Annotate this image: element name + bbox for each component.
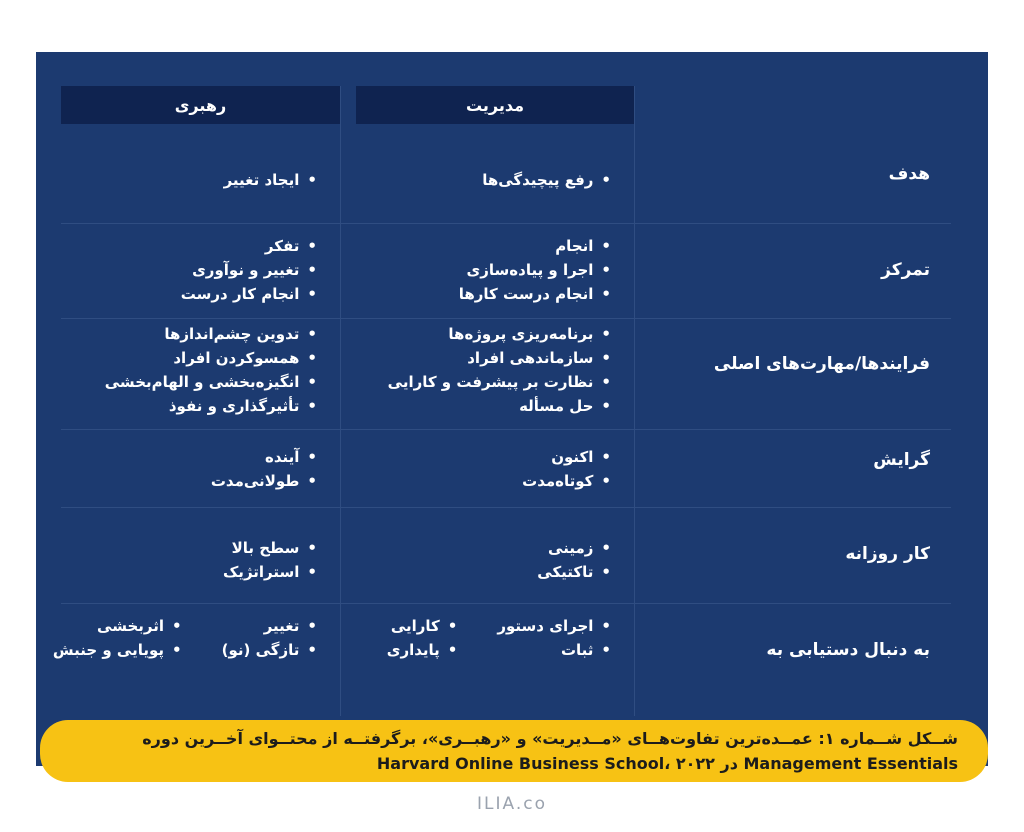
- list-item: • اثربخشی: [53, 614, 182, 638]
- list-item: • همسوکردن افراد: [105, 346, 317, 370]
- list-item: • رفع پیچیدگی‌ها: [482, 168, 611, 192]
- list-item: • اجرای دستور: [497, 614, 611, 638]
- row-label-orientation: گرایش: [873, 450, 930, 470]
- cell-leadership-daily-work: [223, 536, 317, 584]
- list-item: • تغییر و نوآوری: [181, 258, 317, 282]
- list-item: • انجام: [459, 234, 611, 258]
- figure-caption: [40, 720, 988, 782]
- list-item: • آینده: [211, 445, 317, 469]
- row-divider: [61, 429, 951, 430]
- column-divider: [340, 86, 341, 716]
- cell-management-goal: [482, 168, 611, 192]
- list-item: • پویایی و جنبش: [53, 638, 182, 662]
- cell-management-pursuit: [387, 614, 611, 662]
- column-divider: [634, 86, 635, 716]
- row-label-daily-work: کار روزانه: [845, 544, 930, 564]
- list-item: • ثبات: [497, 638, 611, 662]
- column-header-management: مدیریت: [356, 86, 634, 124]
- list-item: • تأثیرگذاری و نفوذ: [105, 394, 317, 418]
- cell-leadership-processes: [105, 322, 317, 418]
- list-item: • زمینی: [537, 536, 611, 560]
- list-item: • برنامه‌ریزی پروژه‌ها: [388, 322, 611, 346]
- list-item: • پایداری: [387, 638, 458, 662]
- list-item: • اکنون: [522, 445, 611, 469]
- cell-leadership-pursuit: [53, 614, 317, 662]
- list-item: • ایجاد تغییر: [224, 168, 317, 192]
- cell-leadership-goal: [224, 168, 317, 192]
- list-item: • تاکتیکی: [537, 560, 611, 584]
- row-divider: [61, 603, 951, 604]
- list-item: • کارایی: [387, 614, 458, 638]
- row-label-processes: فرایندها/مهارت‌های اصلی: [713, 354, 930, 374]
- row-divider: [61, 507, 951, 508]
- list-item: • انگیزه‌بخشی و الهام‌بخشی: [105, 370, 317, 394]
- column-header-leadership: رهبری: [61, 86, 340, 124]
- footer-brand: ILIA.co: [477, 794, 547, 814]
- list-item: • تفکر: [181, 234, 317, 258]
- list-item: • انجام درست کارها: [459, 282, 611, 306]
- list-item: • استراتژیک: [223, 560, 317, 584]
- row-divider: [61, 223, 951, 224]
- list-item: • نظارت بر پیشرفت و کارایی: [388, 370, 611, 394]
- list-item: • تدوین چشم‌اندازها: [105, 322, 317, 346]
- caption-line-2: Management Essentials در Harvard Online Business School، ۲۰۲۲: [376, 754, 958, 773]
- list-item: • حل مسأله: [388, 394, 611, 418]
- caption-line-1: شــکل شــماره ۱: عمــده‌ترین تفاوت‌هــای «مــدیریت» و «رهبــری»، برگرفتــه از محتــوای آخــرین دوره: [142, 729, 958, 748]
- list-item: • سطح بالا: [223, 536, 317, 560]
- row-label-pursuit: به دنبال دستیابی به: [766, 640, 930, 660]
- list-item: • اجرا و پیاده‌سازی: [459, 258, 611, 282]
- list-item: • تازگی (نو): [222, 638, 317, 662]
- cell-management-focus: [459, 234, 611, 306]
- list-item: • تغییر: [222, 614, 317, 638]
- cell-management-daily-work: [537, 536, 611, 584]
- list-item: • سازماندهی افراد: [388, 346, 611, 370]
- list-item: • کوتاه‌مدت: [522, 469, 611, 493]
- row-label-goal: هدف: [888, 164, 930, 184]
- cell-leadership-focus: [181, 234, 317, 306]
- cell-management-processes: [388, 322, 611, 418]
- list-item: • طولانی‌مدت: [211, 469, 317, 493]
- cell-management-orientation: [522, 445, 611, 493]
- row-label-focus: تمرکز: [881, 260, 930, 280]
- cell-leadership-orientation: [211, 445, 317, 493]
- row-divider: [61, 318, 951, 319]
- list-item: • انجام کار درست: [181, 282, 317, 306]
